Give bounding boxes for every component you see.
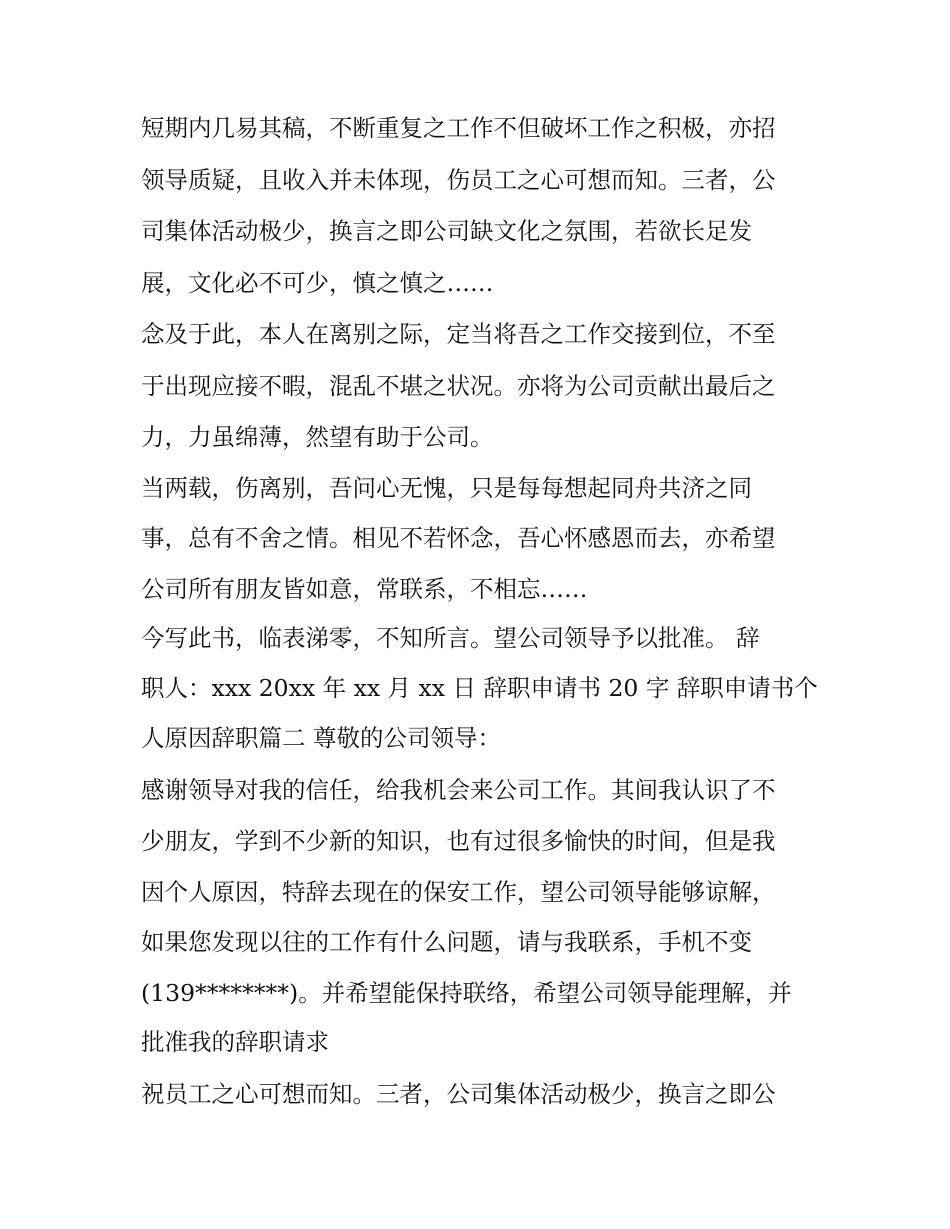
text-line: 展，文化必不可少，慎之慎之…… [141, 269, 494, 297]
text-line: 短期内几易其稿，不断重复之工作不但破坏工作之积极，亦招 [141, 114, 776, 142]
text-line: 事，总有不舍之情。相见不若怀念，吾心怀感恩而去，亦希望 [141, 524, 776, 552]
text-line: 司集体活动极少，换言之即公司缺文化之氛围，若欲长足发 [141, 217, 752, 245]
text-line: 于出现应接不暇，混乱不堪之状况。亦将为公司贡献出最后之 [141, 372, 776, 400]
text-line: 力，力虽绵薄，然望有助于公司。 [141, 423, 494, 451]
text-line: 少朋友，学到不少新的知识，也有过很多愉快的时间，但是我 [141, 827, 776, 855]
text-line: 因个人原因，特辞去现在的保安工作，望公司领导能够谅解， [141, 878, 776, 906]
text-line: 人原因辞职篇二 尊敬的公司领导： [141, 724, 501, 752]
text-line: 领导质疑，且收入并未体现，伤员工之心可想而知。三者，公 [141, 166, 776, 194]
text-line: 职人：xxx 20xx 年 xx 月 xx 日 辞职申请书 20 字 辞职申请书个 [141, 674, 818, 702]
text-line: 祝员工之心可想而知。三者，公司集体活动极少，换言之即公 [141, 1080, 776, 1108]
text-line: 批准我的辞职请求 [141, 1028, 329, 1056]
text-line: 感谢领导对我的信任，给我机会来公司工作。其间我认识了不 [141, 776, 776, 804]
text-line: (139********)。并希望能保持联络，希望公司领导能理解，并 [141, 979, 792, 1007]
text-line: 念及于此，本人在离别之际，定当将吾之工作交接到位，不至 [141, 320, 776, 348]
text-line: 当两载，伤离别，吾问心无愧，只是每每想起同舟共济之同 [141, 474, 752, 502]
text-line: 公司所有朋友皆如意，常联系，不相忘…… [141, 575, 588, 603]
text-line: 今写此书，临表涕零，不知所言。望公司领导予以批准。 辞 [141, 624, 760, 652]
text-line: 如果您发现以往的工作有什么问题，请与我联系，手机不变 [141, 928, 752, 956]
